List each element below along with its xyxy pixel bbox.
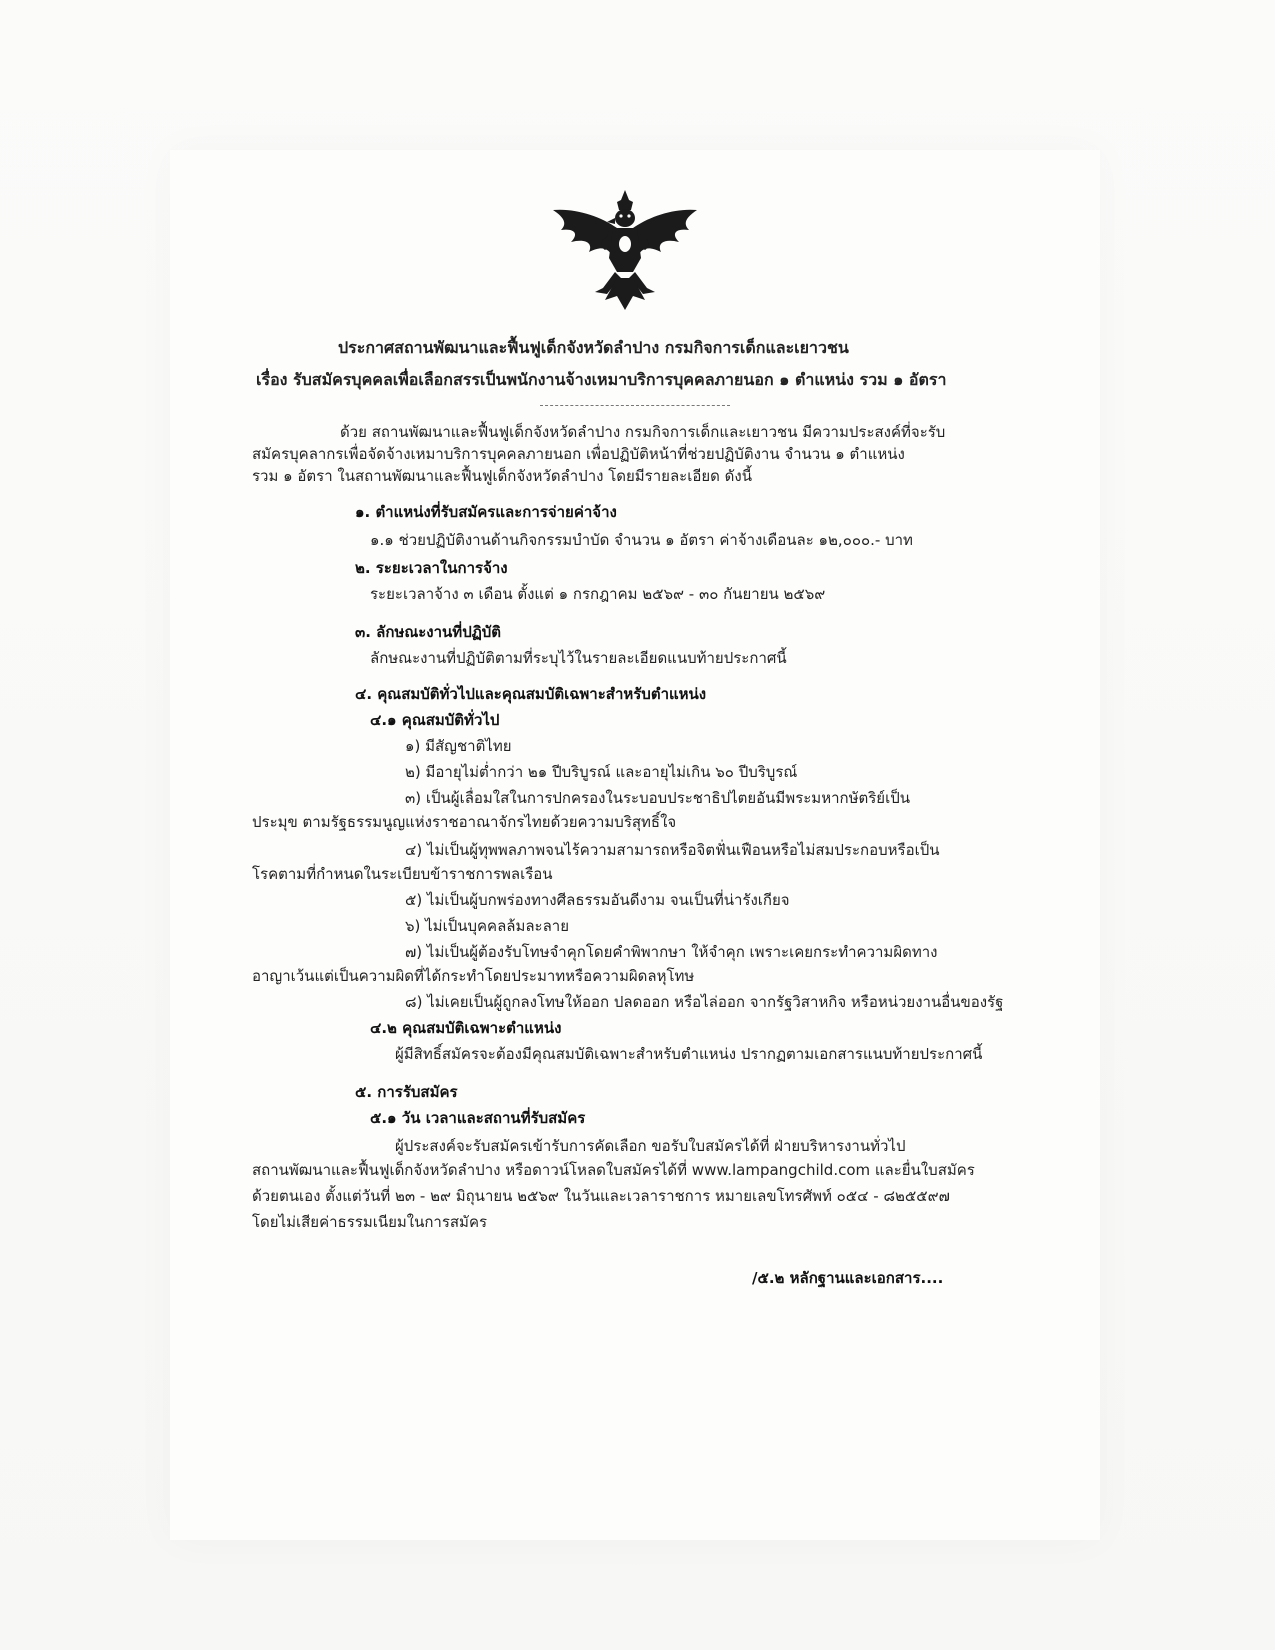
qualification-item: ๑) มีสัญชาติไทย bbox=[405, 737, 512, 755]
page-continuation: /๕.๒ หลักฐานและเอกสาร.... bbox=[752, 1269, 944, 1287]
section-heading: ๒. ระยะเวลาในการจ้าง bbox=[355, 559, 508, 577]
qualification-item: ๘) ไม่เคยเป็นผู้ถูกลงโทษให้ออก ปลดออก หรือไล่ออก จากรัฐวิสาหกิจ หรือหน่วยงานอื่นของรัฐ bbox=[405, 993, 1004, 1011]
qualification-item: ๕) ไม่เป็นผู้บกพร่องทางศีลธรรมอันดีงาม จนเป็นที่น่ารังเกียจ bbox=[405, 891, 790, 909]
intro-line: สมัครบุคลากรเพื่อจัดจ้างเหมาบริการบุคคลภายนอก เพื่อปฏิบัติหน้าที่ช่วยปฏิบัติงาน จำนวน ๑ ตำแหน่ง bbox=[252, 445, 905, 463]
intro-line: ด้วย สถานพัฒนาและฟื้นฟูเด็กจังหวัดลำปาง กรมกิจการเด็กและเยาวชน มีความประสงค์ที่จะรับ bbox=[340, 423, 946, 441]
section-heading: ๔. คุณสมบัติทั่วไปและคุณสมบัติเฉพาะสำหรับตำแหน่ง bbox=[355, 685, 707, 703]
section-item: ลักษณะงานที่ปฏิบัติตามที่ระบุไว้ในรายละเอียดแนบท้ายประกาศนี้ bbox=[370, 649, 787, 667]
section-heading: ๓. ลักษณะงานที่ปฏิบัติ bbox=[355, 623, 502, 641]
announcement-title: ประกาศสถานพัฒนาและฟื้นฟูเด็กจังหวัดลำปาง กรมกิจการเด็กและเยาวชน bbox=[338, 338, 849, 357]
title-divider bbox=[540, 405, 730, 406]
qualification-item: ๒) มีอายุไม่ต่ำกว่า ๒๑ ปีบริบูรณ์ และอายุไม่เกิน ๖๐ ปีบริบูรณ์ bbox=[405, 763, 798, 781]
section-item: ระยะเวลาจ้าง ๓ เดือน ตั้งแต่ ๑ กรกฎาคม ๒๕๖๙ - ๓๐ กันยายน ๒๕๖๙ bbox=[370, 585, 826, 603]
intro-line: รวม ๑ อัตรา ในสถานพัฒนาและฟื้นฟูเด็กจังหวัดลำปาง โดยมีรายละเอียด ดังนี้ bbox=[252, 467, 752, 485]
section-heading: ๑. ตำแหน่งที่รับสมัครและการจ่ายค่าจ้าง bbox=[355, 503, 617, 521]
application-text: ด้วยตนเอง ตั้งแต่วันที่ ๒๓ - ๒๙ มิถุนายน ๒๕๖๙ ในวันและเวลาราชการ หมายเลขโทรศัพท์ ๐๕๔ - ๘๒๕๕๙๗ bbox=[252, 1187, 950, 1205]
qualification-item: ๔) ไม่เป็นผู้ทุพพลภาพจนไร้ความสามารถหรือจิตฟั่นเฟือนหรือไม่สมประกอบหรือเป็น bbox=[405, 841, 940, 859]
announcement-subject: เรื่อง รับสมัครบุคคลเพื่อเลือกสรรเป็นพนักงานจ้างเหมาบริการบุคคลภายนอก ๑ ตำแหน่ง รวม ๑ อัตรา bbox=[256, 370, 947, 389]
section-item: ผู้มีสิทธิ์สมัครจะต้องมีคุณสมบัติเฉพาะสำหรับตำแหน่ง ปรากฏตามเอกสารแนบท้ายประกาศนี้ bbox=[395, 1045, 983, 1063]
application-text: ผู้ประสงค์จะรับสมัครเข้ารับการคัดเลือก ขอรับใบสมัครได้ที่ ฝ่ายบริหารงานทั่วไป bbox=[395, 1137, 906, 1155]
application-text: สถานพัฒนาและฟื้นฟูเด็กจังหวัดลำปาง หรือดาวน์โหลดใบสมัครได้ที่ www.lampangchild.com และยื่นใบสมัคร bbox=[252, 1161, 975, 1179]
section-item: ๑.๑ ช่วยปฏิบัติงานด้านกิจกรรมบำบัด จำนวน ๑ อัตรา ค่าจ้างเดือนละ ๑๒,๐๐๐.- บาท bbox=[370, 531, 913, 549]
qualification-item: ๓) เป็นผู้เลื่อมใสในการปกครองในระบอบประชาธิปไตยอันมีพระมหากษัตริย์เป็น bbox=[405, 789, 910, 807]
qualification-item: ๖) ไม่เป็นบุคคลล้มละลาย bbox=[405, 917, 569, 935]
application-text: โดยไม่เสียค่าธรรมเนียมในการสมัคร bbox=[252, 1213, 488, 1231]
subsection-heading: ๔.๑ คุณสมบัติทั่วไป bbox=[370, 711, 500, 729]
section-heading: ๕. การรับสมัคร bbox=[355, 1083, 458, 1101]
qualification-item: ๗) ไม่เป็นผู้ต้องรับโทษจำคุกโดยคำพิพากษา ให้จำคุก เพราะเคยกระทำความผิดทาง bbox=[405, 943, 938, 961]
qualification-item: โรคตามที่กำหนดในระเบียบข้าราชการพลเรือน bbox=[252, 865, 553, 883]
garuda-emblem-icon bbox=[545, 188, 705, 313]
subsection-heading: ๔.๒ คุณสมบัติเฉพาะตำแหน่ง bbox=[370, 1019, 562, 1037]
qualification-item: ประมุข ตามรัฐธรรมนูญแห่งราชอาณาจักรไทยด้วยความบริสุทธิ์ใจ bbox=[252, 813, 677, 831]
subsection-heading: ๕.๑ วัน เวลาและสถานที่รับสมัคร bbox=[370, 1109, 586, 1127]
qualification-item: อาญาเว้นแต่เป็นความผิดที่ได้กระทำโดยประมาทหรือความผิดลหุโทษ bbox=[252, 967, 695, 985]
